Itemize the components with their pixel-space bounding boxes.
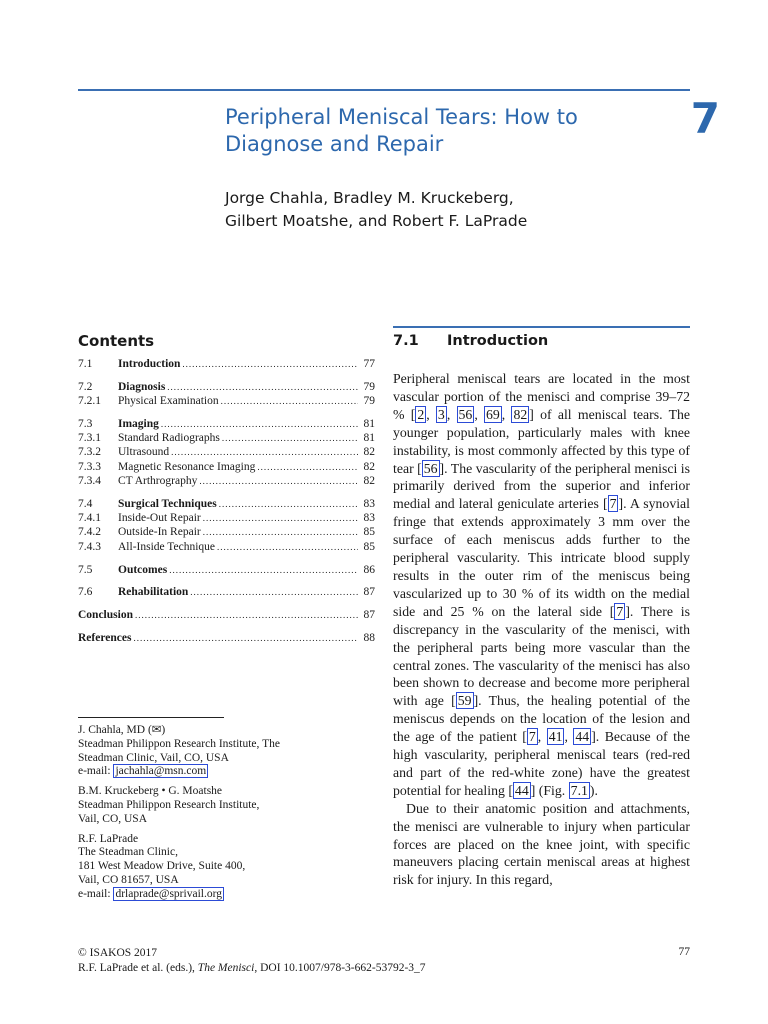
toc-leader: [171, 445, 357, 459]
top-rule: [78, 89, 690, 91]
affiliation-line: Vail, CO 81657, USA: [78, 873, 179, 886]
toc-spacer: [78, 577, 375, 586]
toc-page: 86: [363, 563, 375, 576]
toc-page: 79: [363, 395, 375, 408]
toc-spacer: [78, 371, 375, 380]
citation-link[interactable]: 2: [417, 406, 425, 422]
body-text-run: Peripheral meniscal tears are located in the most vascular portion of the menisci and comprise 39–72 % [: [393, 371, 690, 422]
toc-entry[interactable]: [78, 525, 375, 539]
email-label: e-mail:: [78, 887, 114, 900]
toc-leader: [217, 540, 357, 554]
toc-leader: [182, 357, 357, 371]
toc-leader: [190, 585, 357, 599]
toc-number: 7.1: [78, 358, 93, 370]
toc-title: Physical Examination: [118, 395, 219, 408]
toc-number: 7.4: [78, 497, 93, 510]
email-link[interactable]: jachahla@msn.com: [115, 765, 207, 778]
toc-title: Conclusion: [78, 609, 133, 622]
body-text-run: ,: [446, 406, 457, 422]
body-text-run: ,: [501, 406, 512, 422]
affiliation-line: Steadman Philippon Research Institute, The: [78, 737, 280, 750]
body-text-run: ]. Because of the high vascularity, peripheral meniscal tears (red-red and part of the red-white zone) have the greatest potential for healing [: [393, 729, 690, 798]
toc-page: 85: [363, 540, 375, 553]
citation-doi: , DOI 10.1007/978-3-662-53792-3_7: [254, 962, 426, 974]
citation-link[interactable]: 7.1: [570, 782, 588, 798]
toc-leader: [133, 631, 357, 645]
toc-entry[interactable]: [78, 511, 375, 525]
affiliation-chahla: [78, 724, 378, 779]
body-text-run: ,: [426, 406, 436, 422]
citation-link[interactable]: 41: [548, 729, 563, 745]
toc-leader: [135, 608, 358, 622]
toc-number: 7.2.1: [78, 395, 101, 408]
citation-text: R.F. LaPrade et al. (eds.),: [78, 962, 198, 974]
toc-entry[interactable]: [78, 460, 375, 474]
table-of-contents: [78, 357, 375, 645]
email-label: e-mail:: [78, 765, 114, 778]
toc-number: 7.6: [78, 586, 93, 599]
toc-title: Inside-Out Repair: [118, 512, 201, 525]
contents-heading: Contents: [78, 332, 155, 350]
toc-entry[interactable]: [78, 445, 375, 459]
authors-line-2: Gilbert Moatshe, and Robert F. LaPrade: [225, 212, 528, 230]
toc-number: 7.3.3: [78, 460, 101, 473]
toc-number: 7.2: [78, 380, 93, 393]
toc-spacer: [78, 408, 375, 417]
toc-title: References: [78, 631, 132, 644]
toc-title: Introduction: [118, 358, 181, 370]
body-text-run: ]. The vascularity of the peripheral menisci is primarily derived from the superior and inferior medial and lateral geniculate arteries [: [393, 460, 690, 512]
toc-page: 77: [363, 358, 375, 370]
body-text-run: ]. A synovial fringe that extends approximately 3 mm over the surface of each meniscus adds further to the peripheral vascularity. This intricate blood supply results in the outer rim of the meniscus being vascularized up to 30 % of its width on the medial side and 25 % on the lateral side [: [393, 496, 691, 619]
paragraph-2: Due to their anatomic position and attachments, the menisci are vulnerable to injury when particular forces are placed on the knee joint, with specific maneuvers placing certain meniscal areas at highest risk for injury. In this regard,: [393, 800, 690, 888]
toc-title: Surgical Techniques: [118, 497, 217, 510]
chapter-title: Peripheral Meniscal Tears: How to Diagnose and Repair: [225, 105, 578, 156]
body-text-run: ).: [589, 782, 598, 798]
toc-title: Imaging: [118, 417, 159, 430]
page-footer: [78, 946, 690, 976]
affiliation-kruckeberg-moatshe: [78, 785, 378, 826]
toc-title: Ultrasound: [118, 446, 170, 459]
toc-title: Outcomes: [118, 563, 168, 576]
author-name: B.M. Kruckeberg • G. Moatshe: [78, 785, 223, 798]
toc-number: 7.4.1: [78, 512, 101, 525]
email-line: [78, 888, 378, 902]
toc-entry[interactable]: [78, 540, 375, 554]
citation: [78, 961, 690, 976]
affiliation-line: Steadman Clinic, Vail, CO, USA: [78, 751, 229, 764]
toc-entry[interactable]: [78, 497, 375, 511]
toc-leader: [257, 460, 357, 474]
footnote-rule: [78, 717, 224, 718]
toc-leader: [167, 380, 357, 394]
toc-title: Rehabilitation: [118, 586, 189, 599]
toc-page: 82: [363, 460, 375, 473]
body-text-run: ] (Fig.: [530, 782, 569, 798]
toc-number: 7.3: [78, 417, 93, 430]
affiliation-laprade: [78, 833, 378, 902]
toc-entry[interactable]: [78, 431, 375, 445]
toc-page: 79: [363, 380, 375, 393]
body-text-run: ,: [564, 729, 574, 745]
body-text-run: ]. Thus, the healing potential of the meniscus depends on the location of the lesion and the age of the patient [: [393, 693, 691, 745]
toc-leader: [199, 474, 357, 488]
toc-number: 7.3.2: [78, 446, 101, 459]
paragraph-1: [393, 370, 690, 800]
toc-title: Standard Radiographs: [118, 432, 220, 445]
book-title: The Menisci: [197, 962, 255, 974]
author-name: R.F. LaPrade: [78, 832, 139, 845]
toc-entry[interactable]: [78, 631, 375, 645]
toc-number: 7.3.1: [78, 432, 101, 445]
page-number: 77: [678, 946, 690, 958]
citation-link[interactable]: 7: [528, 729, 536, 745]
affiliation-line: Steadman Philippon Research Institute,: [78, 798, 260, 811]
citation-link[interactable]: 59: [457, 693, 472, 709]
toc-spacer: [78, 600, 375, 609]
copyright: © ISAKOS 2017: [78, 947, 158, 959]
section-title: Introduction: [447, 333, 549, 349]
toc-page: 82: [363, 475, 375, 488]
body-text-run: ] of all meniscal tears. The younger population, particularly males with knee instability, is most commonly affected by this type of tear [: [393, 406, 691, 476]
body-text: [393, 370, 690, 889]
affiliation-line: 181 West Meadow Drive, Suite 400,: [78, 860, 246, 873]
affiliations: [78, 724, 378, 908]
citation-link[interactable]: 7: [609, 496, 617, 512]
toc-entry[interactable]: [78, 417, 375, 431]
citation-link[interactable]: 7: [616, 603, 624, 619]
body-text-run: ]. There is discrepancy in the vascularity of the menisci, with the peripheral parts being more vascular than the central zones. The vascularity of the menisci has also been shown to decrease and become more peripheral with age [: [393, 603, 690, 709]
toc-page: 83: [363, 512, 375, 525]
section-rule: [393, 326, 690, 328]
email-line: [78, 765, 378, 779]
toc-page: 83: [363, 497, 375, 510]
chapter-authors: [225, 187, 645, 233]
toc-page: 87: [363, 609, 375, 622]
toc-title: Outside-In Repair: [118, 526, 201, 539]
affiliation-line: The Steadman Clinic,: [78, 846, 178, 859]
body-text-run: ,: [474, 406, 484, 422]
toc-page: 81: [363, 432, 375, 445]
citation-link[interactable]: 44: [514, 782, 529, 798]
toc-leader: [169, 563, 357, 577]
citation-link[interactable]: 56: [423, 460, 438, 476]
toc-entry[interactable]: [78, 563, 375, 577]
toc-leader: [219, 497, 358, 511]
section-heading: [393, 333, 548, 349]
toc-number: 7.3.4: [78, 475, 101, 488]
toc-entry[interactable]: [78, 474, 375, 488]
toc-number: 7.5: [78, 563, 93, 576]
toc-page: 88: [363, 631, 375, 644]
toc-number: 7.4.2: [78, 526, 101, 539]
toc-entry[interactable]: [78, 608, 375, 622]
toc-spacer: [78, 554, 375, 563]
email-link[interactable]: drlaprade@sprivail.org: [115, 887, 222, 900]
toc-spacer: [78, 622, 375, 631]
toc-page: 82: [363, 446, 375, 459]
toc-title: CT Arthrography: [118, 475, 198, 488]
toc-leader: [161, 417, 358, 431]
toc-leader: [221, 394, 358, 408]
body-text-run: ,: [537, 729, 547, 745]
chapter-number: 7: [690, 94, 720, 143]
citation-link[interactable]: 44: [575, 729, 590, 745]
citation-link[interactable]: 82: [513, 406, 528, 422]
section-number: 7.1: [393, 333, 419, 349]
toc-leader: [203, 525, 358, 539]
toc-leader: [222, 431, 358, 445]
authors-line-1: Jorge Chahla, Bradley M. Kruckeberg,: [225, 189, 514, 207]
citation-link[interactable]: 69: [486, 406, 500, 422]
toc-entry[interactable]: [78, 585, 375, 599]
toc-spacer: [78, 488, 375, 497]
author-name: J. Chahla, MD (✉): [78, 724, 166, 736]
toc-entry[interactable]: [78, 357, 375, 371]
toc-entry[interactable]: [78, 380, 375, 394]
affiliation-line: Vail, CO, USA: [78, 812, 148, 825]
toc-page: 81: [363, 417, 375, 430]
toc-page: 87: [363, 586, 375, 599]
citation-link[interactable]: 56: [458, 406, 473, 422]
toc-number: 7.4.3: [78, 540, 101, 553]
toc-page: 85: [363, 526, 375, 539]
toc-title: All-Inside Technique: [118, 540, 216, 553]
toc-title: Magnetic Resonance Imaging: [118, 460, 256, 473]
toc-leader: [203, 511, 358, 525]
toc-title: Diagnosis: [118, 380, 166, 393]
toc-entry[interactable]: [78, 394, 375, 408]
citation-link[interactable]: 3: [437, 406, 445, 422]
